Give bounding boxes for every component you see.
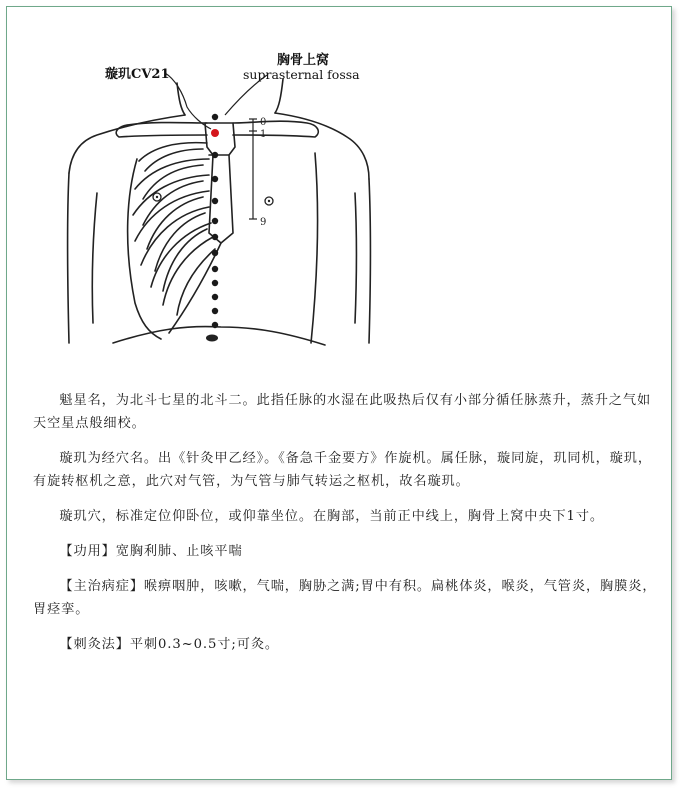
section-indications [33, 575, 665, 621]
page-frame [6, 6, 672, 780]
article-body [33, 389, 665, 668]
paragraph-point-origin: 璇玑为经穴名。出《针灸甲乙经》。《备急千金要方》作旋机。属任脉，璇同旋，玑同机，璇玑，有旋转枢机之意，此穴对气管，为气管与肺气转运之枢机，故名璇玑。 [33, 451, 652, 489]
chest-anatomy-drawing [57, 43, 377, 353]
paragraph-location: 璇玑穴，标准定位仰卧位，或仰靠坐位。在胸部，当前正中线上，胸骨上窝中央下1寸。 [59, 509, 605, 524]
section-needling-heading: 【刺灸法】 [59, 637, 130, 652]
section-function [33, 540, 665, 563]
section-function-content: 宽胸利肺、止咳平喘 [115, 544, 243, 559]
section-needling [33, 633, 665, 656]
scale-label-9: 9 [260, 217, 267, 228]
cv21-label: 璇玑CV21 [105, 67, 170, 82]
scale-label-0: 0 [260, 117, 267, 128]
section-needling-content: 平刺0.3~0.5寸;可灸。 [129, 637, 279, 652]
section-indications-content: 喉痹咽肿，咳嗽，气喘，胸胁之满;胃中有积。扁桃体炎，喉炎，气管炎，胸膜炎，胃痉挛。 [33, 579, 657, 617]
scale-label-1: 1 [260, 129, 267, 140]
paragraph-star-name: 魁星名，为北斗七星的北斗二。此指任脉的水湿在此吸热后仅有小部分循任脉蒸升，蒸升之气如天空星点般细校。 [33, 393, 652, 431]
section-function-heading: 【功用】 [59, 544, 116, 559]
anatomy-illustration [57, 43, 377, 353]
suprasternal-fossa-cn-label: 胸骨上窝 [277, 53, 330, 68]
suprasternal-fossa-en-label: suprasternal fossa [243, 67, 360, 82]
cv21-acupoint-marker [211, 129, 219, 137]
section-indications-heading: 【主治病症】 [59, 579, 144, 594]
